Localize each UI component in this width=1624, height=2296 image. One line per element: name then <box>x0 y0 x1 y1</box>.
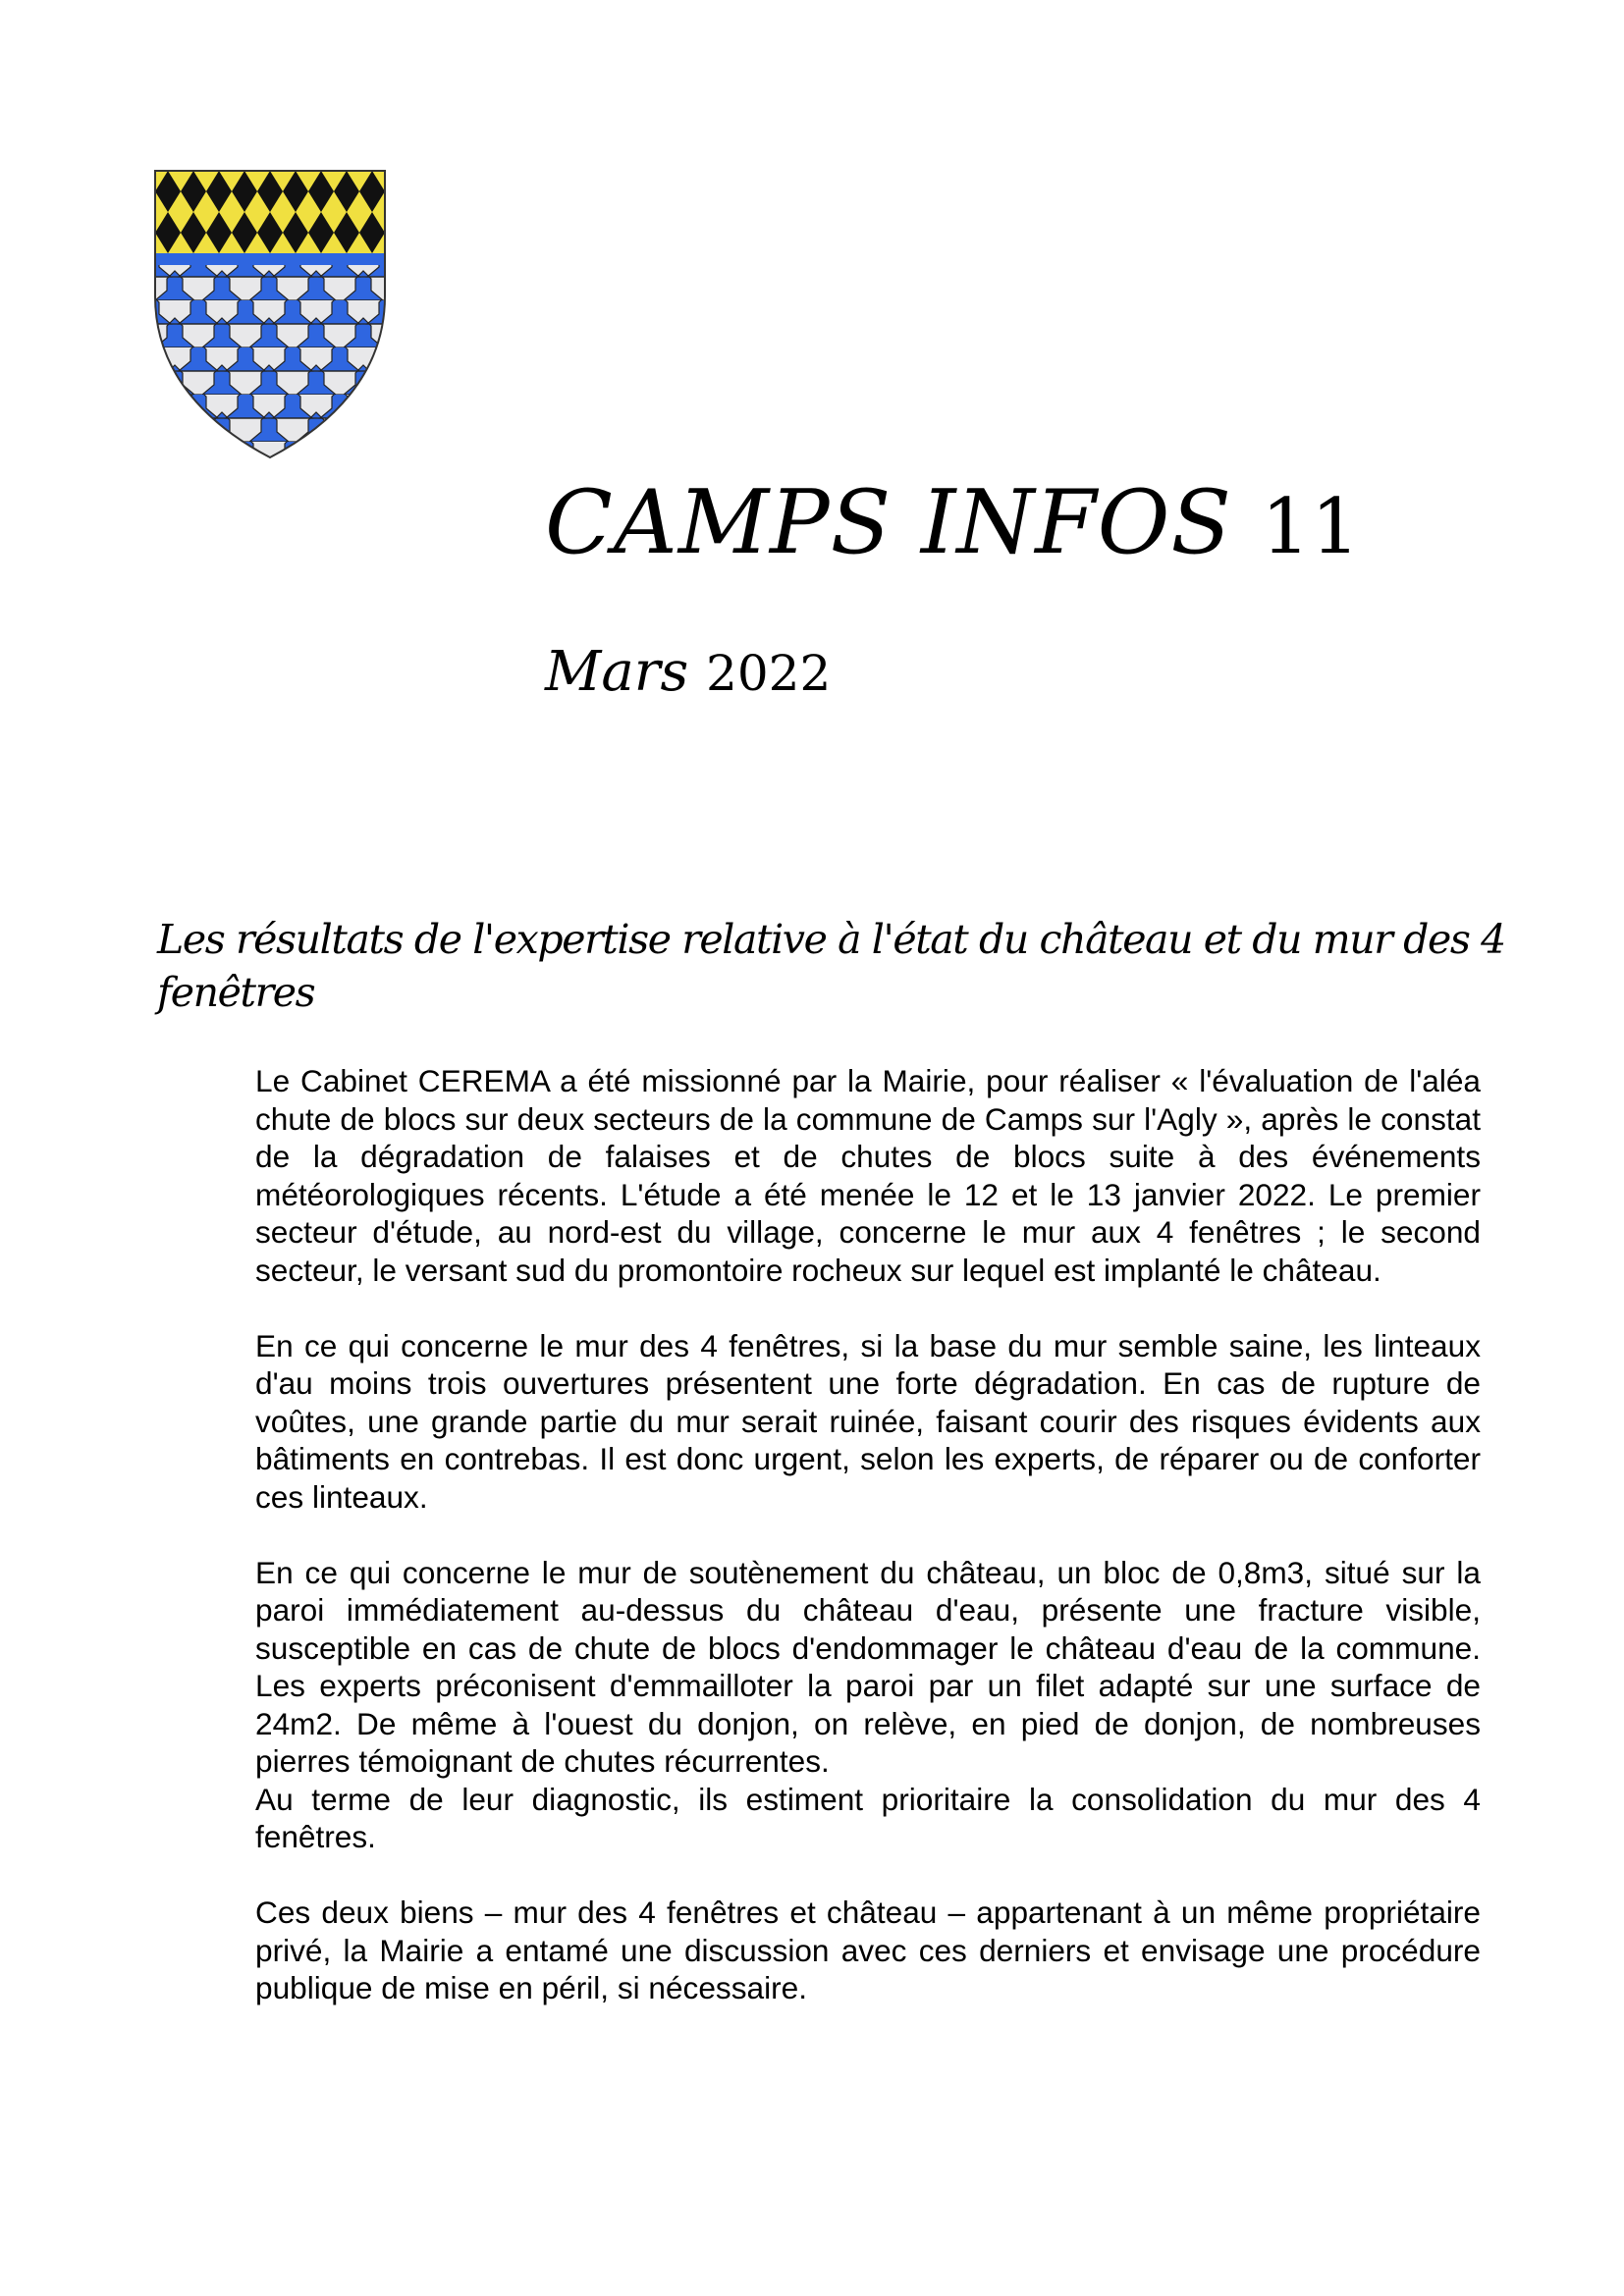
issue-month: Mars <box>545 640 689 704</box>
issue-number: 11 <box>1261 483 1361 571</box>
newsletter-title <box>545 469 1361 581</box>
coat-of-arms-icon <box>153 169 387 459</box>
article-body <box>255 1062 1481 2045</box>
paragraph-intro: Le Cabinet CEREMA a été missionné par la Mairie, pour réaliser « l'évaluation de l'aléa chute de blocs sur deux secteurs de la commune de Camps sur l'Agly », après le constat de la dégradation de falaises et de chutes de blocs suite à des événements météorologiques récents. L'étude a été menée le 12 et le 13 janvier 2022. Le premier secteur d'étude, au nord-est du village, concerne le mur aux 4 fenêtres ; le second secteur, le versant sud du promontoire rocheux sur lequel est implanté le château. <box>255 1063 1481 1288</box>
article-heading: Les résultats de l'expertise relative à l'état du château et du mur des 4 fenêtres <box>157 916 1505 1016</box>
newsletter-name: CAMPS INFOS <box>545 471 1233 574</box>
paragraph-mur-4-fenetres: En ce qui concerne le mur des 4 fenêtres, si la base du mur semble saine, les linteaux d'au moins trois ouvertures présentent une forte dégradation. En cas de rupture de voûtes, une grande partie du mur serait ruinée, faisant courir des risques évidents aux bâtiments en contrebas. Il est donc urgent, selon les experts, de réparer ou de conforter ces linteaux. <box>255 1327 1481 1515</box>
issue-year: 2022 <box>706 645 832 702</box>
paragraph-procedure: Ces deux biens – mur des 4 fenêtres et château – appartenant à un même propriétaire privé, la Mairie a entamé une discussion avec ces derniers et envisage une procédure publique de mise en péril, si nécessaire. <box>255 1895 1481 2005</box>
issue-date <box>545 638 831 708</box>
paragraph-mur-soutenement: En ce qui concerne le mur de soutènement du château, un bloc de 0,8m3, situé sur la paroi immédiatement au-dessus du château d'eau, présente une fracture visible, susceptible en cas de chute de blocs d'endommager le château d'eau de la commune. Les experts préconisent d'emmailloter la paroi par un filet adapté sur une surface de 24m2. De même à l'ouest du donjon, on relève, en pied de donjon, de nombreuses pierres témoignant de chutes récurrentes. <box>255 1554 1481 1779</box>
paragraph-conclusion: Au terme de leur diagnostic, ils estiment prioritaire la consolidation du mur des 4 fenêtres. <box>255 1781 1481 1854</box>
